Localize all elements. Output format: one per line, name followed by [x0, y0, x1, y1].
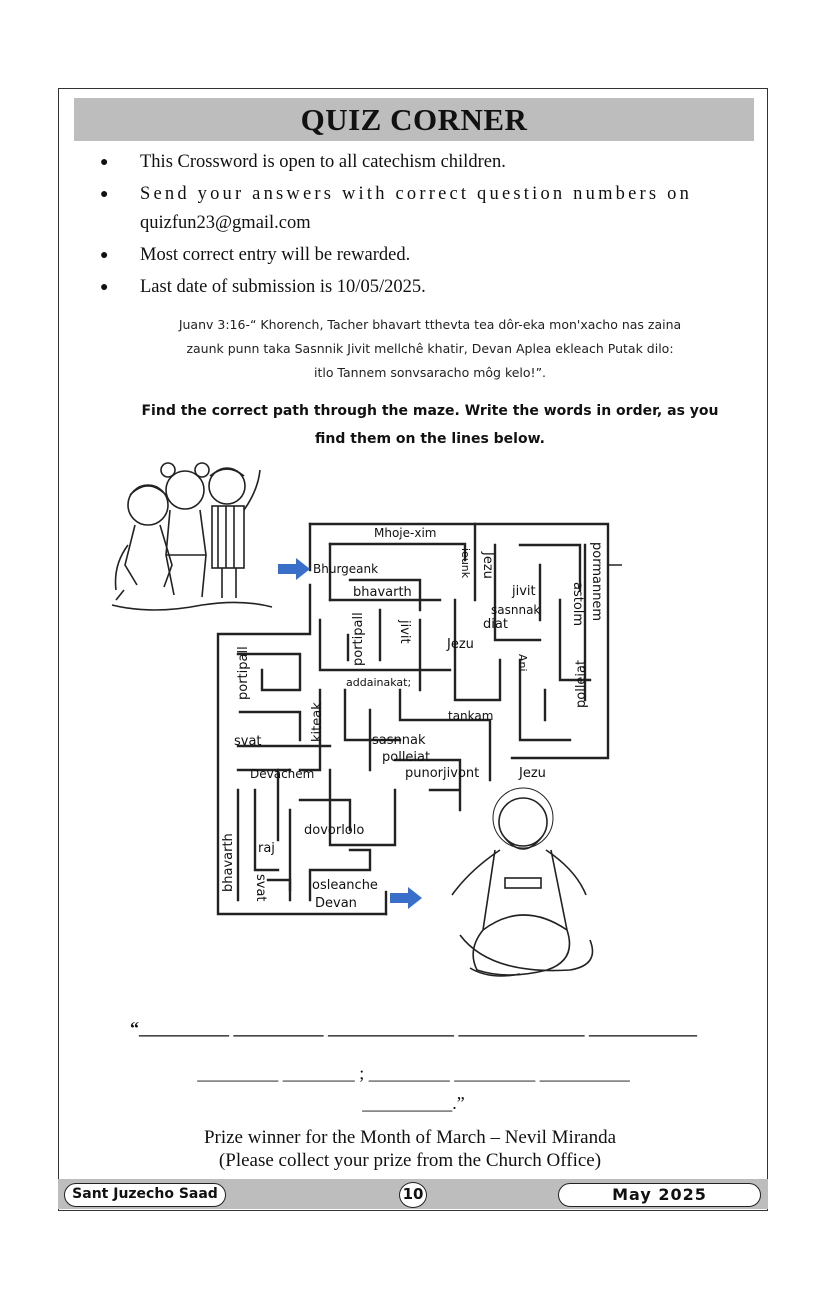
magazine-name: Sant Juzecho Saad [64, 1183, 226, 1207]
maze-word: tankam [448, 709, 494, 723]
maze-word: kiteak [310, 702, 325, 742]
maze-word: diat [483, 617, 508, 632]
jesus-illustration [452, 788, 593, 976]
answer-line[interactable]: _________ ________ ; _________ _________ __________ [197, 1063, 630, 1083]
issue-date: May 2025 [558, 1183, 761, 1207]
maze-word: jivit [397, 620, 412, 644]
rule-item: ● Last date of submission is 10/05/2025. [100, 273, 712, 302]
bible-verse: Juanv 3:16-“ Khorench, Tacher bhavart tthevta tea dôr-eka mon'xacho nas zaina zaunk punn taka Sasnnik Jivit mellchê khatir, Devan Aplea ekleach Putak dilo: itlo Tannem sonvsaracho môg kelo!”. [178, 317, 682, 380]
maze-instruction: Find the correct path through the maze. Write the words in order, as you find them on the lines below. [141, 403, 719, 447]
maze-word: Bhurgeank [313, 562, 379, 576]
maze-word: portipall [236, 646, 251, 700]
answer-line[interactable]: __________.” [362, 1093, 465, 1113]
maze-word: Jezu [480, 552, 495, 579]
maze-walls [218, 524, 608, 914]
maze-word: Ani [516, 654, 529, 672]
maze-word: Devan [315, 896, 357, 911]
maze-word: pormannem [589, 542, 604, 622]
page-number: 10 [399, 1182, 427, 1208]
maze-word: portipall [351, 612, 366, 666]
maze-word: svat [253, 874, 268, 902]
maze-word: raj [258, 841, 275, 856]
page-title: QUIZ CORNER [74, 98, 754, 141]
rule-item: ● This Crossword is open to all catechism children. [100, 148, 712, 177]
email-address[interactable]: quizfun23@gmail.com [140, 213, 311, 233]
maze-word: Jezu [447, 637, 474, 652]
maze-word: bhavarth [221, 833, 236, 892]
maze-word: Devachem [250, 767, 315, 781]
answer-line[interactable]: “__________ __________ ______________ ______________ ____________ [130, 1018, 697, 1038]
arrow-icon [390, 887, 422, 909]
maze-word: sasnnak [491, 603, 541, 617]
rule-item: ● Most correct entry will be rewarded. [100, 241, 712, 270]
prize-note: (Please collect your prize from the Church Office) [218, 1150, 602, 1171]
maze-word: Jezu [519, 766, 546, 781]
maze-word: dovorlolo [304, 823, 365, 838]
maze-word: punorjivont [405, 766, 480, 781]
maze-word: svat [234, 734, 262, 749]
maze-word: polleiat [382, 750, 431, 765]
maze-word: osleanche [312, 878, 378, 893]
rule-item: ● Send your answers with correct question numbers on quizfun23@gmail.com [100, 180, 712, 238]
maze-words [221, 526, 604, 911]
maze-word: sasnnak [372, 733, 426, 748]
maze-word: Mhoje-xim [374, 526, 437, 540]
prize-winner: Prize winner for the Month of March – Nevil Miranda [203, 1127, 617, 1148]
maze-word: astolm [570, 582, 585, 627]
maze-word: bhavarth [353, 585, 412, 600]
maze-word: jivit [512, 584, 536, 599]
maze-word: ieunk [459, 548, 472, 579]
maze-word: polleiat [574, 659, 589, 708]
children-illustration [112, 463, 272, 610]
arrow-icon [278, 558, 310, 580]
maze-word: addainakat; [346, 676, 412, 689]
